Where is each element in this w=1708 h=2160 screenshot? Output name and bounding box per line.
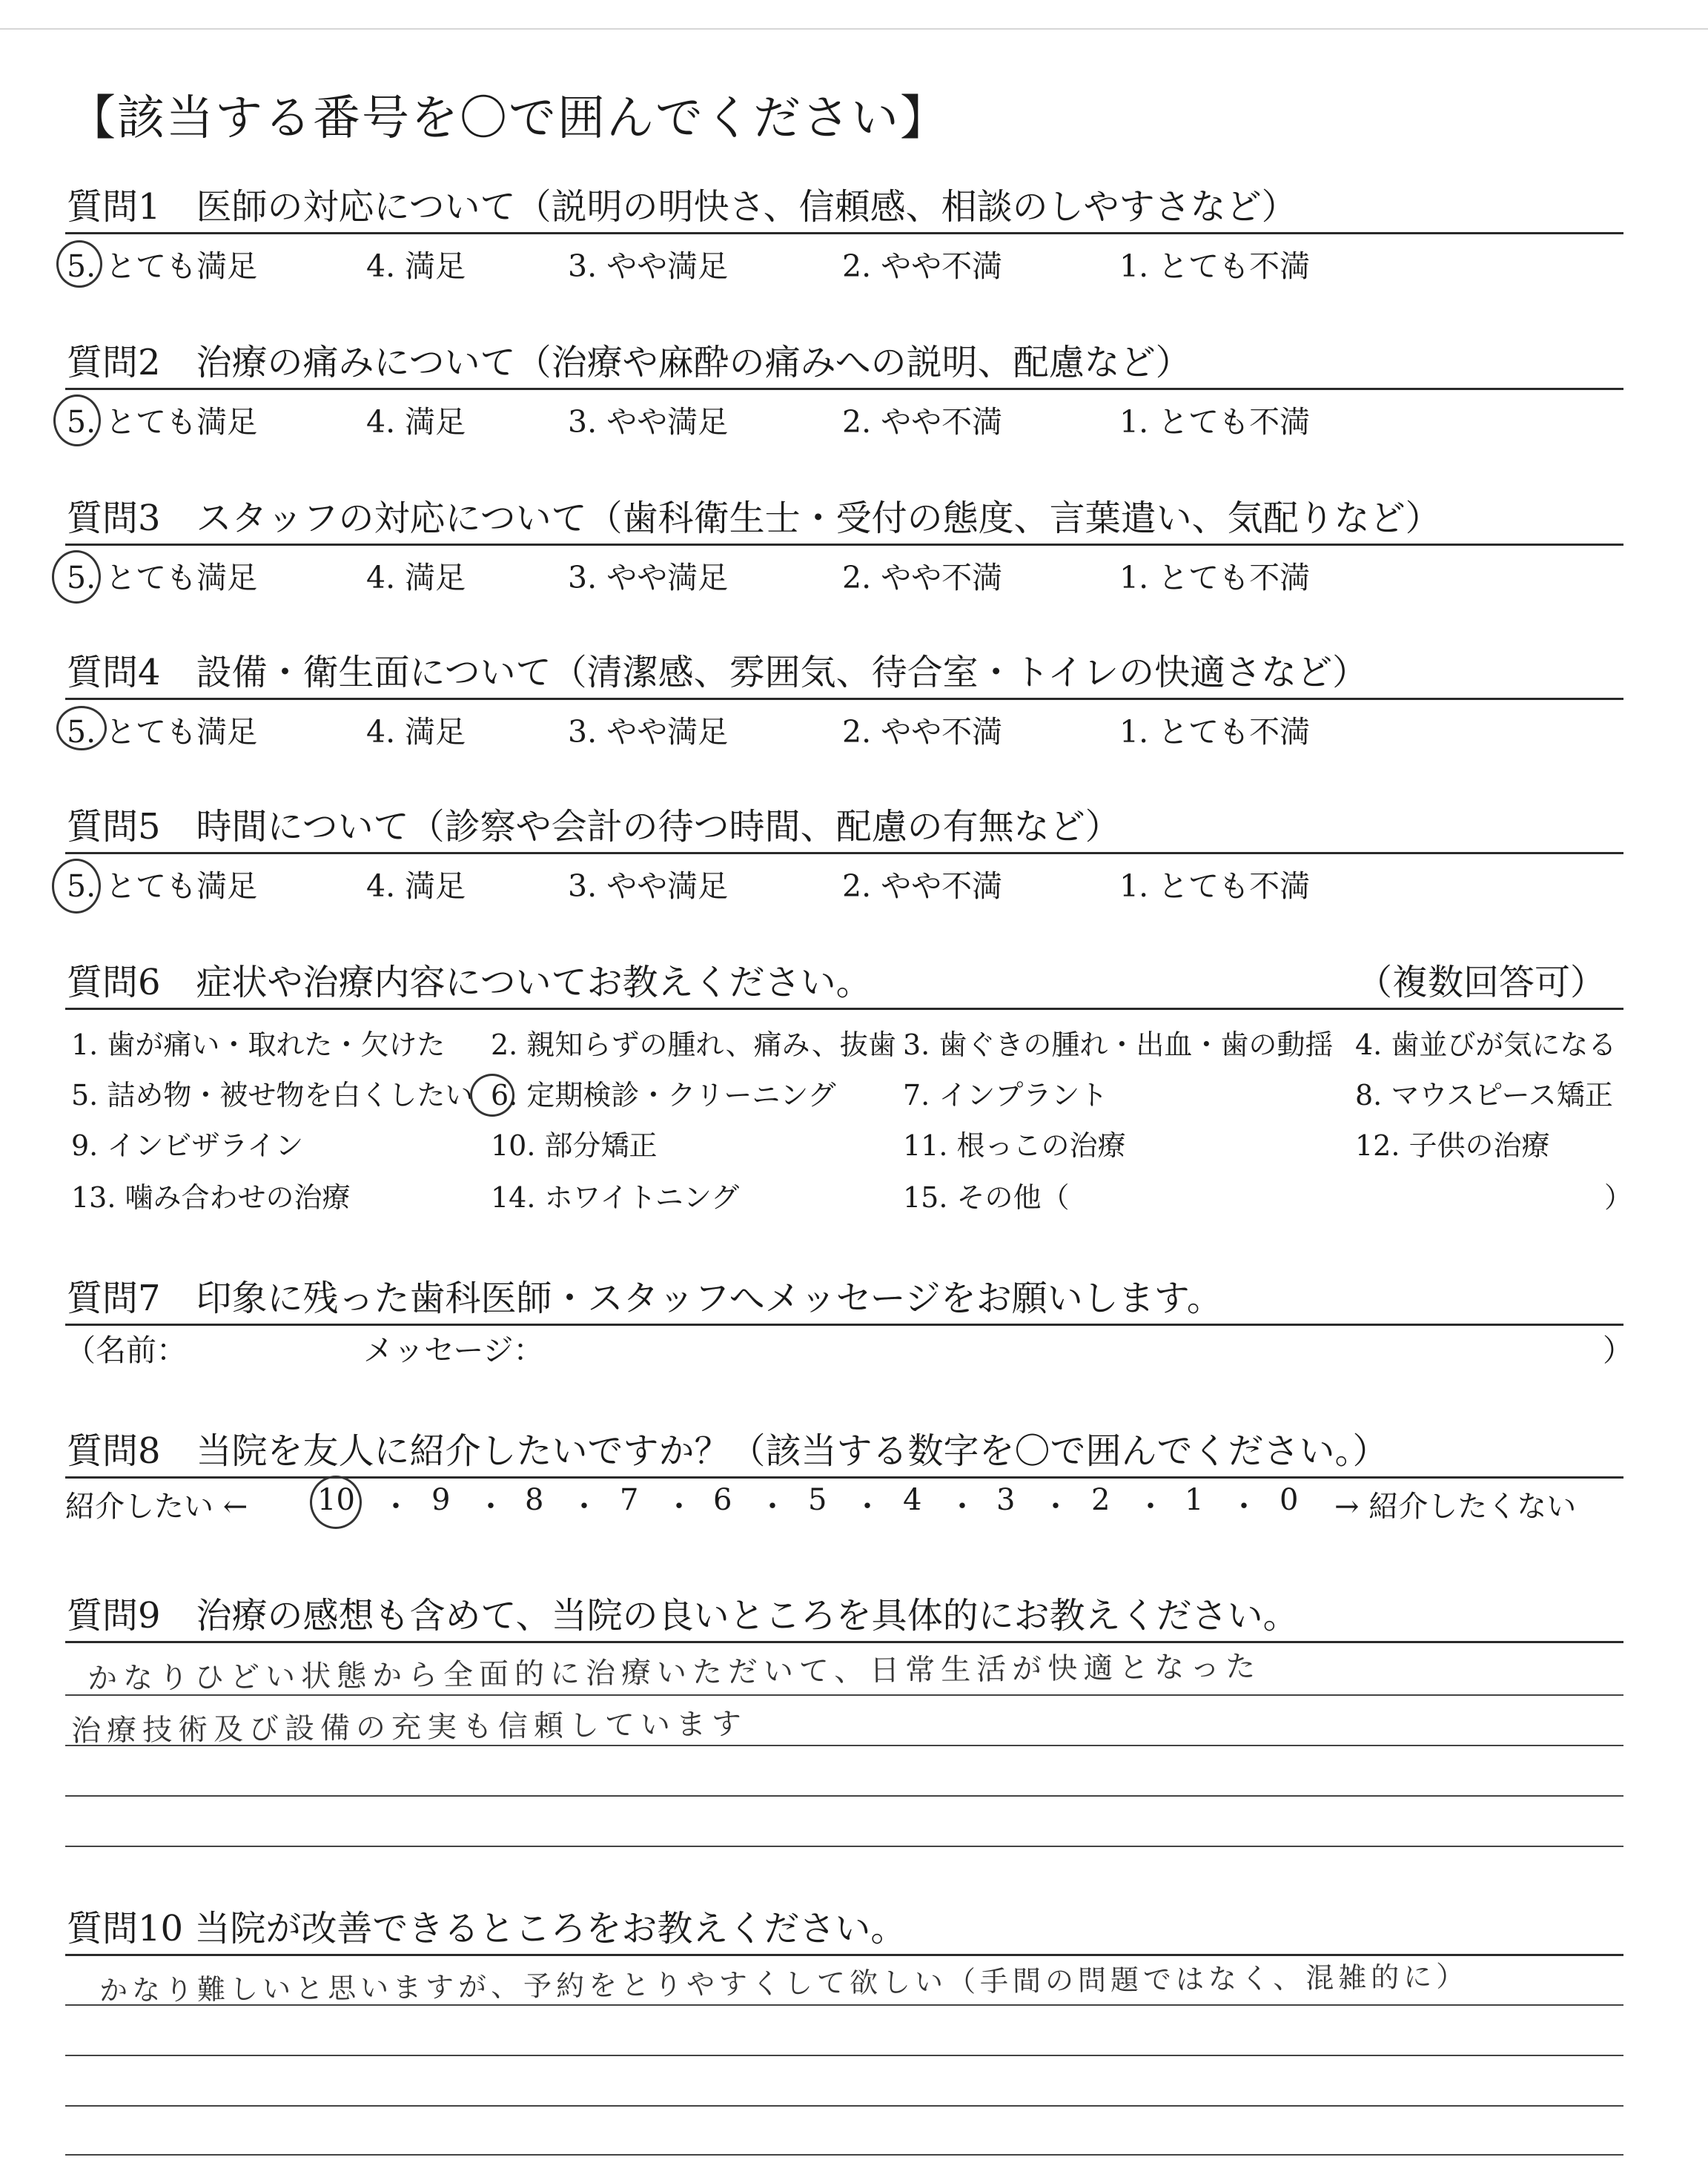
- q4-title: 質問4 設備・衛生面について（清潔感、雰囲気、待合室・トイレの快適さなど）: [67, 652, 1368, 693]
- q10-rule-2: [65, 2004, 1623, 2006]
- q6-other-close: ）: [1604, 1181, 1633, 1214]
- q6-option-4[interactable]: 4. 歯並びが気になる: [1355, 1028, 1617, 1061]
- q10-title: 質問10 当院が改善できるところをお教えください。: [67, 1908, 907, 1949]
- q3-rule: [65, 544, 1623, 546]
- q6-rule: [65, 1008, 1623, 1010]
- q2-option-3[interactable]: 3. やや満足: [568, 404, 729, 440]
- q9-rule-4: [65, 1795, 1623, 1797]
- q9-rule-5: [65, 1846, 1623, 1847]
- q7-message-label: メッセージ：: [363, 1332, 544, 1368]
- q7-name-label: （名前：: [65, 1332, 187, 1368]
- q8-separator: ・: [664, 1490, 694, 1524]
- q6-option-9[interactable]: 9. インビザライン: [71, 1129, 304, 1162]
- q6-option-3[interactable]: 3. 歯ぐきの腫れ・出血・歯の動揺: [903, 1028, 1334, 1061]
- q6-option-8[interactable]: 8. マウスピース矯正: [1355, 1079, 1613, 1112]
- q1-option-2[interactable]: 2. やや不満: [842, 248, 1003, 284]
- q2-option-5[interactable]: 5. とても満足: [67, 404, 258, 440]
- q8-separator: ・: [476, 1490, 506, 1524]
- q10-rule-4: [65, 2105, 1623, 2107]
- q5-title: 質問5 時間について（診察や会計の待つ時間、配慮の有無など）: [67, 806, 1121, 848]
- q4-option-4[interactable]: 4. 満足: [366, 714, 466, 750]
- q8-scale-5[interactable]: 5: [808, 1483, 827, 1517]
- q3-title: 質問3 スタッフの対応について（歯科衛生士・受付の態度、言葉遣い、気配りなど）: [67, 498, 1441, 539]
- q3-option-1[interactable]: 1. とても不満: [1119, 560, 1311, 595]
- q10-rule-5: [65, 2154, 1623, 2156]
- q8-scale-2[interactable]: 2: [1091, 1483, 1110, 1517]
- q7-rule: [65, 1324, 1623, 1326]
- q8-scale-4[interactable]: 4: [903, 1483, 922, 1517]
- q6-option-11[interactable]: 11. 根っこの治療: [903, 1129, 1126, 1162]
- q1-option-4[interactable]: 4. 満足: [366, 248, 466, 284]
- q4-option-2[interactable]: 2. やや不満: [842, 714, 1003, 750]
- q6-option-15[interactable]: 15. その他（: [903, 1181, 1070, 1214]
- q8-title: 質問8 当院を友人に紹介したいですか？（該当する数字を〇で囲んでください。）: [67, 1430, 1388, 1472]
- q4-option-5[interactable]: 5. とても満足: [67, 714, 258, 750]
- q5-option-2[interactable]: 2. やや不満: [842, 868, 1003, 904]
- q6-title: 質問6 症状や治療内容についてお教えください。: [67, 962, 872, 1003]
- q9-title: 質問9 治療の感想も含めて、当院の良いところを具体的にお教えください。: [67, 1595, 1299, 1636]
- q6-option-14[interactable]: 14. ホワイトニング: [491, 1181, 740, 1214]
- top-divider: [0, 28, 1708, 30]
- q8-separator: ・: [1229, 1490, 1259, 1524]
- q1-rule: [65, 232, 1623, 234]
- q5-option-3[interactable]: 3. やや満足: [568, 868, 729, 904]
- q6-option-5[interactable]: 5. 詰め物・被せ物を白くしたい: [71, 1079, 474, 1112]
- q2-title: 質問2 治療の痛みについて（治療や麻酔の痛みへの説明、配慮など）: [67, 342, 1191, 383]
- q8-scale-6[interactable]: 6: [713, 1483, 732, 1517]
- q3-option-5[interactable]: 5. とても満足: [67, 560, 258, 595]
- q1-option-5[interactable]: 5. とても満足: [67, 248, 258, 284]
- q2-option-2[interactable]: 2. やや不満: [842, 404, 1003, 440]
- q3-option-4[interactable]: 4. 満足: [366, 560, 466, 595]
- q7-title: 質問7 印象に残った歯科医師・スタッフへメッセージをお願いします。: [67, 1278, 1222, 1319]
- q6-note: （複数回答可）: [1357, 962, 1606, 1003]
- q8-rule: [65, 1476, 1623, 1479]
- q9-rule-2: [65, 1694, 1623, 1696]
- q6-option-12[interactable]: 12. 子供の治療: [1355, 1129, 1550, 1162]
- q8-separator: ・: [381, 1490, 411, 1524]
- q8-separator: ・: [853, 1490, 882, 1524]
- q8-scale-7[interactable]: 7: [620, 1483, 639, 1517]
- q8-separator: ・: [758, 1490, 787, 1524]
- q8-scale-8[interactable]: 8: [525, 1483, 544, 1517]
- q3-option-2[interactable]: 2. やや不満: [842, 560, 1003, 595]
- q6-option-7[interactable]: 7. インプラント: [903, 1079, 1108, 1112]
- page-title: 【該当する番号を〇で囲んでください】: [68, 91, 949, 146]
- q10-answer-line-1: かなり難しいと思いますが、予約をとりやすくして欲しい（手間の問題ではなく、混雑的に）: [99, 1960, 1469, 2007]
- q2-rule: [65, 388, 1623, 390]
- q8-separator: ・: [569, 1490, 599, 1524]
- q8-separator: ・: [1136, 1490, 1165, 1524]
- q5-rule: [65, 852, 1623, 854]
- q5-option-4[interactable]: 4. 満足: [366, 868, 466, 904]
- q8-scale-3[interactable]: 3: [996, 1483, 1016, 1517]
- q8-scale-1[interactable]: 1: [1185, 1483, 1204, 1517]
- q5-option-5[interactable]: 5. とても満足: [67, 868, 258, 904]
- q1-title: 質問1 医師の対応について（説明の明快さ、信頼感、相談のしやすさなど）: [67, 186, 1297, 228]
- q8-left-label: 紹介したい ←: [65, 1490, 248, 1524]
- q9-rule-1: [65, 1641, 1623, 1643]
- q9-answer-line-1: かなりひどい状態から全面的に治療いただいて、日常生活が快適となった: [87, 1649, 1262, 1697]
- q6-option-13[interactable]: 13. 噛み合わせの治療: [71, 1181, 351, 1214]
- q9-rule-3: [65, 1745, 1623, 1746]
- q7-close: ）: [1603, 1332, 1633, 1368]
- q1-option-1[interactable]: 1. とても不満: [1119, 248, 1311, 284]
- q10-rule-3: [65, 2055, 1623, 2056]
- q6-option-2[interactable]: 2. 親知らずの腫れ、痛み、抜歯: [491, 1028, 896, 1061]
- q6-option-10[interactable]: 10. 部分矯正: [491, 1129, 658, 1162]
- q8-scale-9[interactable]: 9: [431, 1483, 451, 1517]
- q4-option-3[interactable]: 3. やや満足: [568, 714, 729, 750]
- q6-option-6[interactable]: 6. 定期検診・クリーニング: [491, 1079, 836, 1112]
- q9-answer-line-2: 治療技術及び設備の充実も信頼しています: [70, 1707, 748, 1748]
- q6-option-1[interactable]: 1. 歯が痛い・取れた・欠けた: [71, 1028, 446, 1061]
- q3-option-3[interactable]: 3. やや満足: [568, 560, 729, 595]
- q1-option-3[interactable]: 3. やや満足: [568, 248, 729, 284]
- q8-right-label: → 紹介したくない: [1334, 1490, 1577, 1524]
- q8-separator: ・: [947, 1490, 977, 1524]
- q4-option-1[interactable]: 1. とても不満: [1119, 714, 1311, 750]
- q2-option-1[interactable]: 1. とても不満: [1119, 404, 1311, 440]
- q5-option-1[interactable]: 1. とても不満: [1119, 868, 1311, 904]
- q4-rule: [65, 698, 1623, 700]
- q2-option-4[interactable]: 4. 満足: [366, 404, 466, 440]
- q8-separator: ・: [1041, 1490, 1070, 1524]
- q8-scale-10[interactable]: 10: [317, 1483, 355, 1517]
- q8-scale-0[interactable]: 0: [1280, 1483, 1299, 1517]
